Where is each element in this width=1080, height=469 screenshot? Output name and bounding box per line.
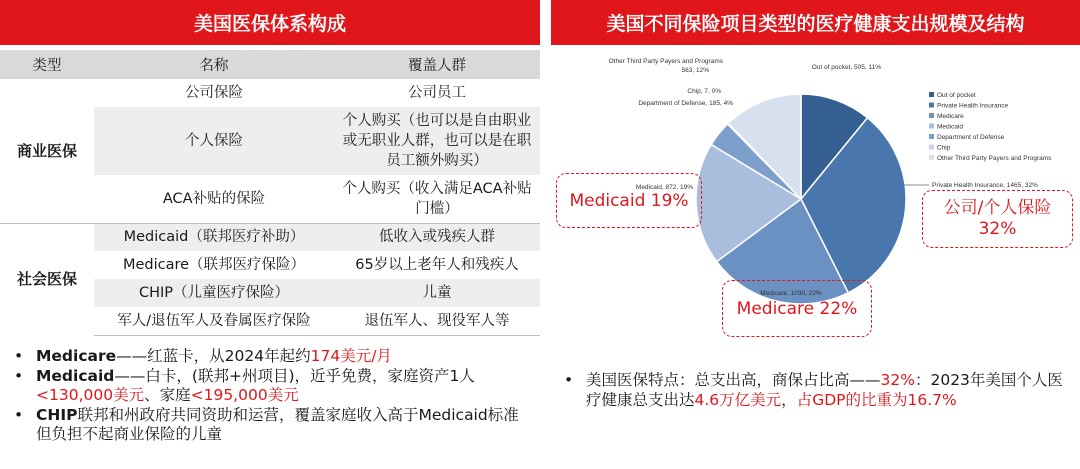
bullet-text: 美国医保特点：总支出高，商保占比高—— (586, 371, 881, 389)
row-name: 公司保险 (185, 85, 243, 101)
row-name: 个人保险 (94, 107, 334, 175)
bullet-highlight: <195,000美元 (190, 386, 299, 404)
legend-entry: Chip (937, 144, 951, 152)
legend-swatch (929, 92, 934, 97)
legend-swatch (929, 155, 934, 160)
row-coverage: 个人购买（也可以是自由职业或无职业人群，也可以是在职员工额外购买） (334, 107, 540, 175)
left-bullet-list (12, 347, 532, 445)
row-coverage: 65岁以上老年人和残疾人 (355, 257, 519, 273)
row-coverage: 公司员工 (408, 85, 466, 101)
bullet-text: ， (781, 390, 797, 409)
bullet-text: 联邦和州政府共同资助和运营，覆盖家庭收入高于Medicaid标准但负担不起商业保险的儿童 (36, 405, 519, 443)
row-coverage: 退伍军人、现役军人等 (334, 307, 540, 335)
pie-label: Department of Defense, 185, 4% (638, 100, 733, 107)
bullet-highlight: 占GDP的比重为16.7% (796, 390, 957, 409)
header-coverage: 覆盖人群 (334, 50, 540, 79)
legend-entry: Medicare (937, 113, 964, 120)
row-name: Medicaid（联邦医疗补助） (94, 223, 334, 251)
callout-medicare (722, 280, 872, 337)
callout-text: Medicaid 19% (569, 190, 689, 211)
right-bullet-list (562, 371, 1067, 410)
row-coverage: 儿童 (334, 279, 540, 307)
bullet-highlight: <130,000美元 (36, 386, 145, 404)
bullet-text: 、家庭 (144, 386, 191, 404)
bullet-highlight: 32% (880, 371, 915, 389)
legend-entry: Department of Defense (937, 134, 1005, 141)
bullet-text: ——白卡，(联邦+州项目)，近乎免费，家庭资产1人 (114, 366, 475, 385)
legend-swatch (929, 113, 934, 118)
row-coverage: 低收入或残疾人群 (334, 223, 540, 251)
legend-entry: Out of pocket (937, 92, 976, 99)
bullet-chip (12, 406, 532, 445)
group-commercial: 商业医保 (0, 79, 94, 223)
coverage-table (0, 50, 540, 336)
legend-swatch (929, 103, 934, 108)
callout-medicaid (556, 173, 702, 228)
callout-text: Medicare 22% (736, 298, 858, 319)
legend-entry: Medicaid (937, 123, 964, 131)
legend-entry: Other Third Party Payers and Programs (937, 155, 1052, 162)
table-header-row (0, 50, 540, 79)
bullet-term: Medicare (36, 347, 117, 365)
pie-label: Private Health Insurance, 1465, 32% (932, 182, 1038, 189)
header-name: 名称 (94, 50, 334, 79)
pie-label: Medicare, 1030, 22% (760, 290, 822, 297)
bullet-term: CHIP (36, 405, 78, 424)
row-name: 军人/退伍军人及眷属医疗保险 (94, 307, 334, 335)
bullet-medicare (12, 347, 532, 367)
row-name: ACA补贴的保险 (162, 190, 266, 207)
row-name: CHIP（儿童医疗保险） (94, 279, 334, 307)
group-social: 社会医保 (0, 223, 94, 335)
callout-private (922, 190, 1073, 248)
legend-swatch (929, 145, 934, 150)
table-row (0, 223, 540, 251)
pie-label: Chip, 7, 0% (687, 88, 721, 95)
bullet-text: ——红蓝卡，从2024年起约 (116, 347, 311, 365)
bullet-term: Medicaid (36, 366, 115, 385)
table-row (0, 79, 540, 107)
pie-label: Medicaid, 872, 19% (635, 184, 693, 191)
row-name: Medicare（联邦医疗保险） (122, 257, 306, 273)
callout-text: 32% (978, 219, 1017, 239)
bullet-text: ：2023年美国个人医疗健康总支出达 (586, 371, 1063, 409)
right-panel-title: 美国不同保险项目类型的医疗健康支出规模及结构 (551, 0, 1080, 45)
header-type: 类型 (0, 50, 94, 79)
pie-label: Out of pocket, 505, 11% (811, 64, 881, 71)
legend-entry: Private Health Insurance (937, 102, 1009, 110)
callout-text: 公司/个人保险 (943, 198, 1052, 218)
legend-swatch (929, 134, 934, 139)
legend-swatch (929, 124, 934, 129)
bullet-highlight: 4.6万亿美元 (694, 390, 782, 409)
bullet-summary (562, 371, 1067, 410)
row-coverage: 个人购买（收入满足ACA补贴门槛） (342, 180, 532, 217)
bullet-highlight: 174美元/月 (310, 347, 392, 365)
pie-label: Other Third Party Payers and Programs 563, 12% (608, 58, 723, 74)
left-panel-title: 美国医保体系构成 (0, 0, 540, 45)
bullet-medicaid (12, 367, 532, 406)
